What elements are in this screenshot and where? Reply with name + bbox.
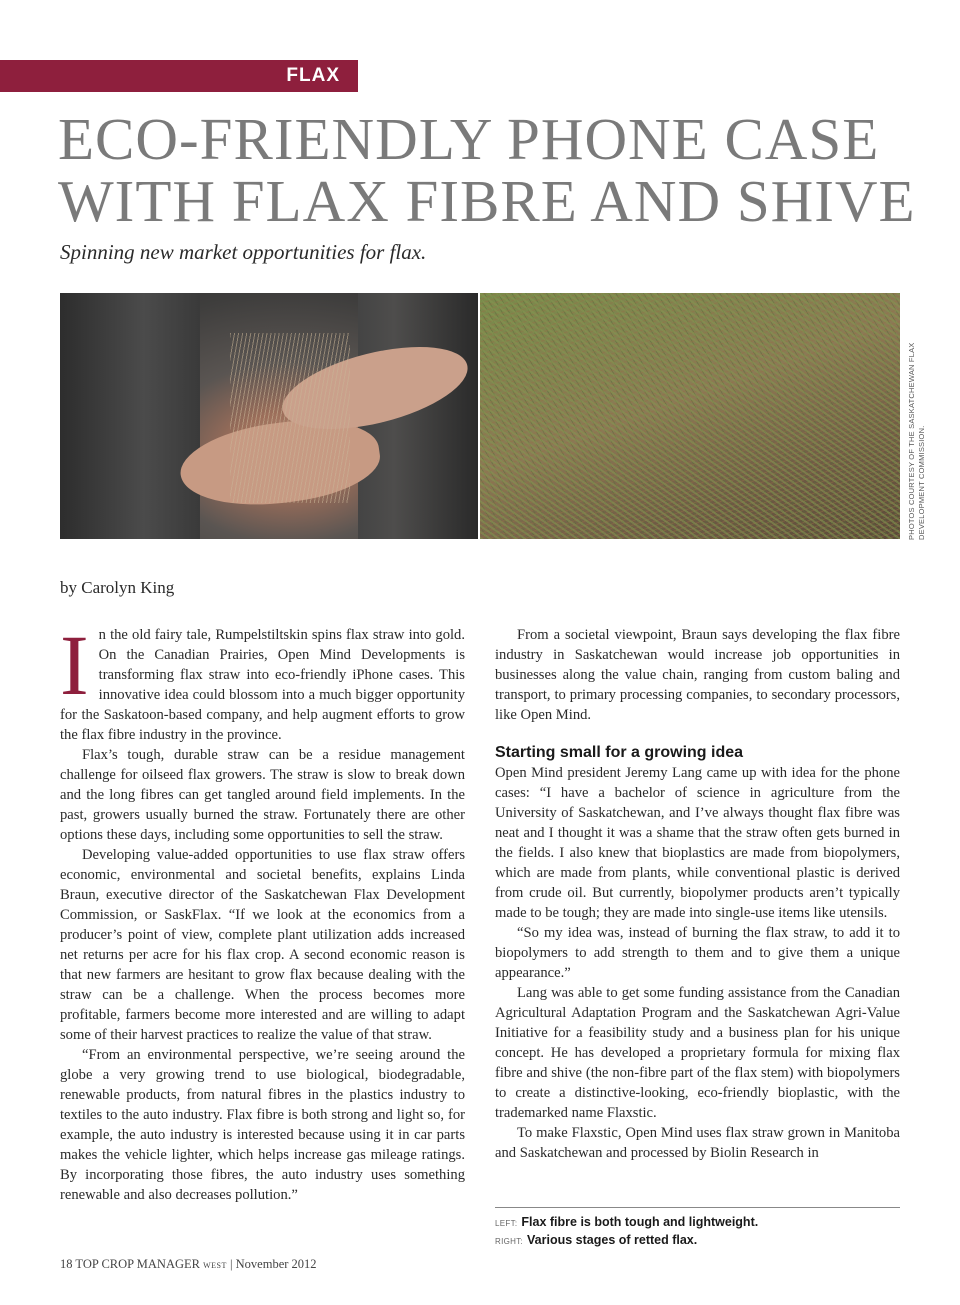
right-column (495, 625, 900, 1163)
paragraph: Developing value-added opportunities to use flax straw offers economic, environmental and societal benefits, explains Linda Braun, executive director of the Saskatchewan Flax Development Commission, or SaskFlax. “If we look at the economics from a producer’s point of view, complete plant utilization adds increased net returns per acre for his flax crop. A second economic reason is that new farmers are hesitant to grow flax because dealing with the straw can be a challenge. When the process becomes more profitable, farmers become more interested and are willing to adapt some of their harvest practices to realize the value of that straw. (60, 847, 465, 1043)
caption-right-label: RIGHT: (495, 1237, 524, 1246)
caption-left-text: Flax fibre is both tough and lightweight. (521, 1215, 759, 1229)
folio (60, 1257, 317, 1272)
byline: by Carolyn King (60, 578, 175, 597)
headline-line-1: ECO-FRIENDLY PHONE CASE (58, 106, 880, 172)
issue-date: November 2012 (235, 1257, 317, 1271)
left-column (60, 617, 465, 1205)
photo-credit-line-1: PHOTOS COURTESY OF THE SASKATCHEWAN FLAX (907, 342, 916, 540)
paragraph (60, 617, 465, 745)
magazine-name: TOP CROP MANAGER (75, 1257, 200, 1271)
deck: Spinning new market opportunities for flax. (60, 240, 427, 264)
paragraph-text: n the old fairy tale, Rumpelstiltskin spins flax straw into gold. On the Canadian Prairies, Open Mind Developments is transforming flax straw into eco-friendly iPhone cases. This innovative idea could blossom into a much bigger opportunity for the Saskatoon-based company, and help augment efforts to grow the flax fibre industry in the province. (60, 627, 465, 743)
photo-caption (495, 1207, 900, 1250)
paragraph: “From an environmental perspective, we’re seeing around the globe a very growing trend to use biological, biodegradable, renewable products, from natural fibres in the plastics industry to textiles to the auto industry. Flax fibre is both strong and light so, for example, the auto industry is interested because using it in car parts makes the vehicle lighter, which helps increase gas mileage ratings. By incorporating those fibres, the auto industry uses something renewable and also decreases pollution.” (60, 1047, 465, 1203)
caption-right (495, 1232, 900, 1250)
paragraph: “So my idea was, instead of burning the flax straw, to add it to biopolymers to add strength to them and to give them a unique appearance.” (495, 925, 900, 981)
caption-right-text: Various stages of retted flax. (527, 1233, 698, 1247)
section-tab: FLAX (0, 60, 358, 92)
subhead: Starting small for a growing idea (495, 744, 744, 761)
photo-credit (907, 340, 927, 540)
paragraph: Open Mind president Jeremy Lang came up with idea for the phone cases: “I have a bachelor of science in agriculture from the University of Saskatchewan, and I’ve always thought flax fibre was neat and I thought it was a shame that the straw often gets burned in the fields. I also knew that bioplastics are made from biopolymers, which are made from plants, while conventional plastic is derived from crude oil. But currently, biopolymer products aren’t typically made to be tough; they are made into single-use items like utensils. (495, 765, 900, 921)
dropcap: I (60, 617, 89, 713)
caption-left (495, 1214, 900, 1232)
paragraph: From a societal viewpoint, Braun says developing the flax fibre industry in Saskatchewan would increase job opportunities in businesses along the value chain, ranging from custom baling and transport, to primary processing companies, to secondary processors, like Open Mind. (495, 627, 900, 723)
photo-retted-flax-straw (480, 293, 900, 539)
page-number: 18 (60, 1257, 73, 1271)
caption-left-label: LEFT: (495, 1219, 518, 1228)
headline-line-2: WITH FLAX FIBRE AND SHIVE (58, 168, 916, 234)
headline (58, 108, 938, 232)
photo-credit-line-2: DEVELOPMENT COMMISSION. (917, 425, 926, 540)
magazine-edition: WEST (203, 1261, 227, 1270)
paragraph: Lang was able to get some funding assistance from the Canadian Agricultural Adaptation Program and the Saskatchewan Agri-Value Initiative for a feasibility study and a business plan for his unique concept. He has developed a proprietary formula for mixing flax fibre and shive (the non-fibre part of the flax stem) with biopolymers to create a distinctive-looking, eco-friendly bioplastic, with the trademarked name Flaxstic. (495, 985, 900, 1121)
paragraph: Flax’s tough, durable straw can be a residue management challenge for oilseed flax growers. The straw is slow to break down and the long fibres can get tangled around field implements. In the past, growers usually burned the straw. Fortunately there are other options these days, including some opportunities to sell the straw. (60, 747, 465, 843)
folio-separator: | (230, 1257, 233, 1271)
paragraph: To make Flaxstic, Open Mind uses flax straw grown in Manitoba and Saskatchewan and processed by Biolin Research in (495, 1125, 900, 1161)
photo-hands-with-flax-fibre (60, 293, 478, 539)
